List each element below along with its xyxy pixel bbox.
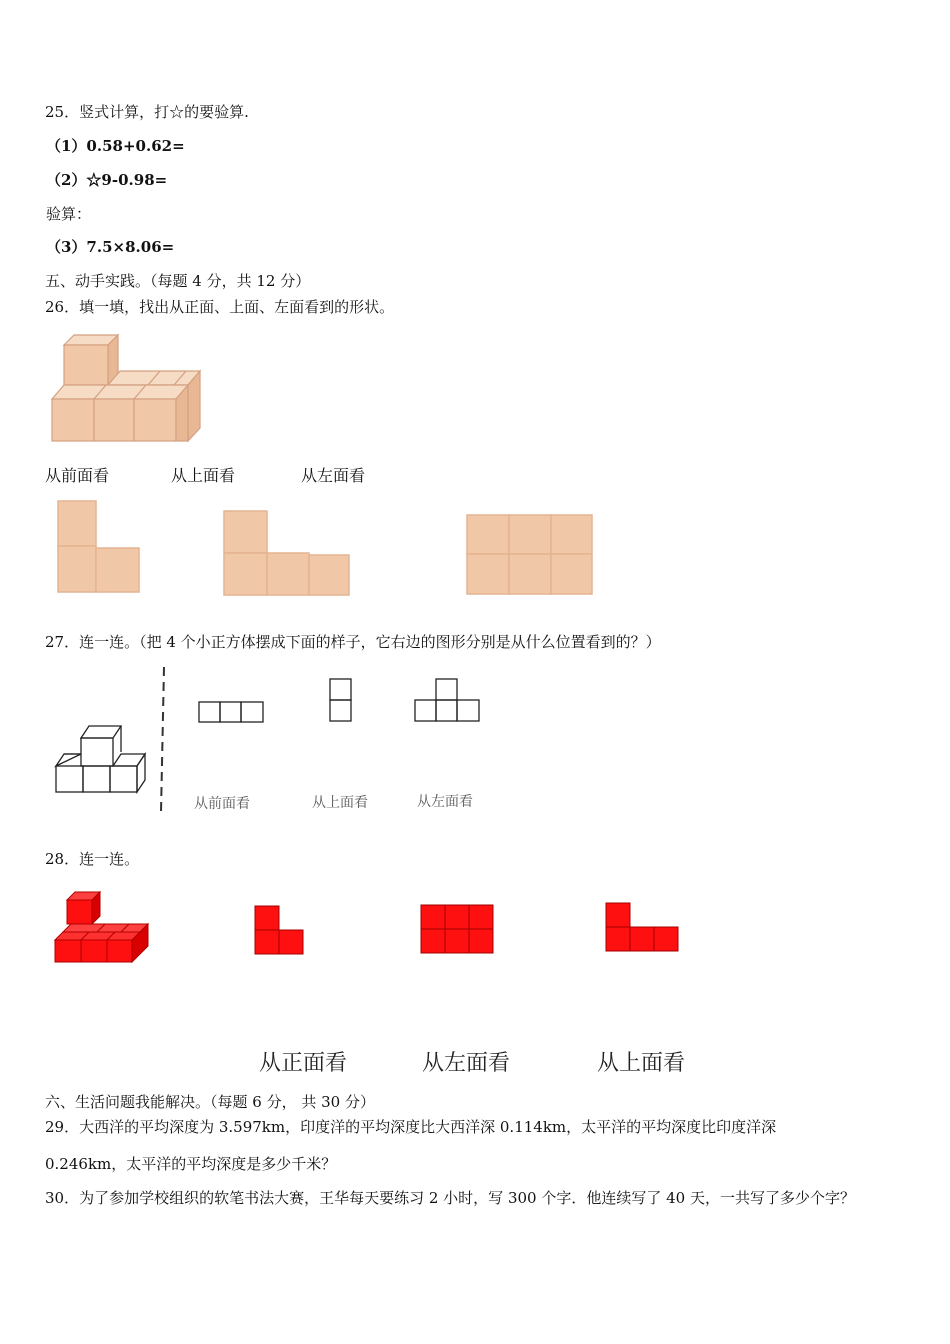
q26-view-a xyxy=(57,500,141,594)
q28-view-3 xyxy=(605,902,681,954)
q27-view-1 xyxy=(197,700,267,724)
q26-title: 26．填一填，找出从正面、上面、左面看到的形状。 xyxy=(45,298,395,316)
section-6-title: 六、生活问题我能解决。（每题 6 分， 共 30 分） xyxy=(45,1093,375,1111)
q25-item-1: （1）0.58+0.62= xyxy=(46,137,185,155)
q28-view-1 xyxy=(254,905,306,957)
q28-title: 28．连一连。 xyxy=(45,850,140,868)
q25-check-label: 验算： xyxy=(46,205,92,223)
q28-red-cube-figure xyxy=(53,890,149,964)
q25-item-3: （3）7.5×8.06= xyxy=(46,238,175,256)
q26-view-b xyxy=(222,510,352,596)
q26-label-left: 从左面看 xyxy=(301,466,366,485)
q25-title: 25．竖式计算，打☆的要验算. xyxy=(45,103,249,121)
q27-view-2 xyxy=(328,677,354,724)
q27-label-front: 从前面看 xyxy=(194,796,250,812)
q25-item-2: （2）☆9-0.98= xyxy=(46,171,168,189)
q28-label-left: 从左面看 xyxy=(422,1051,511,1076)
q27-divider xyxy=(159,667,167,812)
q27-title: 27．连一连。（把 4 个小正方体摆成下面的样子，它右边的图形分别是从什么位置看到的？） xyxy=(45,633,661,651)
q30-text: 30．为了参加学校组织的软笔书法大赛，王华每天要练习 2 小时，写 300 个字．他连续写了 40 天，一共写了多少个字？ xyxy=(45,1189,855,1207)
q27-view-3 xyxy=(413,677,483,724)
q26-label-front: 从前面看 xyxy=(45,466,110,485)
q28-label-top: 从上面看 xyxy=(597,1051,686,1076)
q27-label-top: 从上面看 xyxy=(312,795,368,811)
q27-cube-stack-figure xyxy=(52,722,150,794)
section-5-title: 五、动手实践。（每题 4 分，共 12 分） xyxy=(45,272,311,290)
q29-line-1: 29．大西洋的平均深度为 3.597km，印度洋的平均深度比大西洋深 0.114km，太平洋的平均深度比印度洋深 xyxy=(45,1118,777,1136)
q27-label-left: 从左面看 xyxy=(417,794,473,810)
q26-label-top: 从上面看 xyxy=(171,466,236,485)
q26-cube-stack-figure xyxy=(50,333,205,443)
q28-label-front: 从正面看 xyxy=(259,1051,348,1076)
q26-view-c xyxy=(466,514,594,596)
q28-view-2 xyxy=(420,904,495,956)
q29-line-2: 0.246km，太平洋的平均深度是多少千米？ xyxy=(45,1155,337,1173)
